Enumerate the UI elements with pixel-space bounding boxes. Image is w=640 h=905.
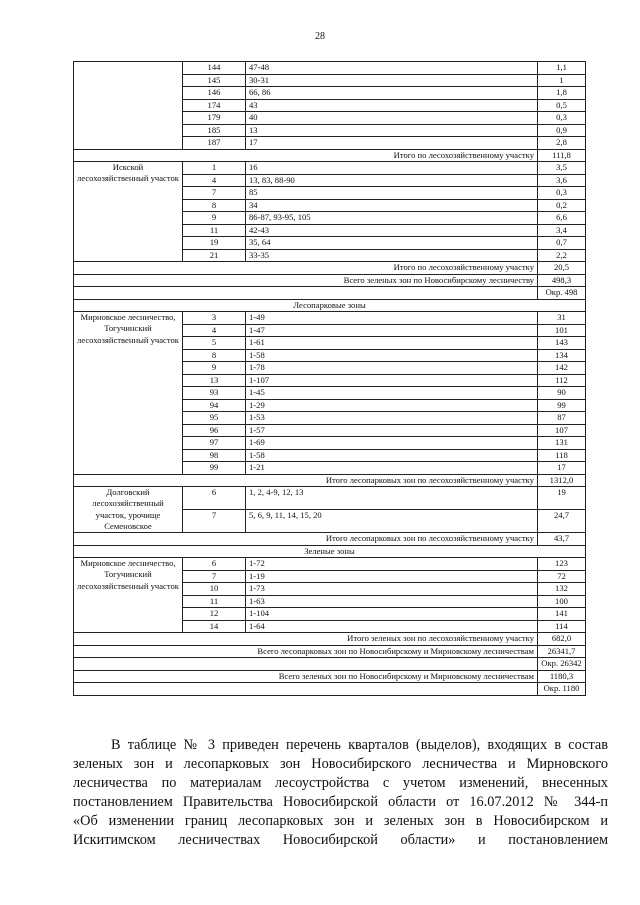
paragraph-line: «Об изменении границ лесопарковых зон и зеленых зон в Новосибирском и xyxy=(73,813,608,829)
area-value-cell: 0,3 xyxy=(538,112,586,125)
area-name-cell: Долговский лесохозяйственный участок, урочище Семеновское xyxy=(74,487,183,533)
area-value-cell: 3,4 xyxy=(538,224,586,237)
paragraph-line: лесничества по материалам лесоустройства с учетом изменений, внесенных xyxy=(73,775,608,791)
section-forest-parks xyxy=(74,299,586,312)
area-value-cell: 72 xyxy=(538,570,586,583)
quarter-cell: 99 xyxy=(183,462,246,475)
total-forest-parks-row-value: 26341,7 xyxy=(538,645,586,658)
quarter-cell: 11 xyxy=(183,595,246,608)
area-value-cell: 90 xyxy=(538,387,586,400)
plots-cell: 1-49 xyxy=(246,312,538,325)
quarter-cell: 144 xyxy=(183,62,246,75)
area-value-cell: 2,8 xyxy=(538,137,586,150)
total-forest-parks-approx-row-value: Окр. 26342 xyxy=(538,658,586,671)
quarter-cell: 145 xyxy=(183,74,246,87)
plots-cell: 17 xyxy=(246,137,538,150)
area-value-cell: 87 xyxy=(538,412,586,425)
table-row xyxy=(74,312,586,325)
total-green-approx-row-value: Окр. 1180 xyxy=(538,683,586,696)
plots-cell: 1-21 xyxy=(246,462,538,475)
area-value-cell: 114 xyxy=(538,620,586,633)
table-row xyxy=(74,558,586,571)
plots-cell: 13, 83, 88-90 xyxy=(246,174,538,187)
area-value-cell: 123 xyxy=(538,558,586,571)
area-value-cell: 132 xyxy=(538,583,586,596)
quarter-cell: 146 xyxy=(183,87,246,100)
area-value-cell: 6,6 xyxy=(538,212,586,225)
area-value-cell: 24,7 xyxy=(538,510,586,533)
quarter-cell: 9 xyxy=(183,362,246,375)
quarter-cell: 187 xyxy=(183,137,246,150)
quarter-cell: 19 xyxy=(183,237,246,250)
plots-cell: 1-57 xyxy=(246,424,538,437)
area-value-cell: 0,9 xyxy=(538,124,586,137)
area-name-cell: Искской лесохозяйственный участок xyxy=(74,162,183,262)
subtotal-row xyxy=(74,633,586,646)
total-green-nsk-row xyxy=(74,274,586,287)
area-value-cell: 0,7 xyxy=(538,237,586,250)
plots-cell: 35, 64 xyxy=(246,237,538,250)
quarter-cell: 93 xyxy=(183,387,246,400)
subtotal-value: 43,7 xyxy=(538,533,586,546)
plots-cell: 1-69 xyxy=(246,437,538,450)
area-value-cell: 1 xyxy=(538,74,586,87)
plots-cell: 1-64 xyxy=(246,620,538,633)
area-value-cell: 143 xyxy=(538,337,586,350)
section-green-zones xyxy=(74,545,586,558)
section-forest-parks-title: Лесопарковые зоны xyxy=(74,299,586,312)
plots-cell: 16 xyxy=(246,162,538,175)
subtotal-row xyxy=(74,533,586,546)
area-value-cell: 1,1 xyxy=(538,62,586,75)
green-zones-table xyxy=(73,61,586,696)
plots-cell: 30-31 xyxy=(246,74,538,87)
plots-cell: 40 xyxy=(246,112,538,125)
subtotal-value: 682,0 xyxy=(538,633,586,646)
subtotal-label: Итого зеленых зон по лесохозяйственному участку xyxy=(74,633,538,646)
quarter-cell: 8 xyxy=(183,199,246,212)
paragraph-line: зеленых зон и лесопарковых зон Новосибирского лесничества и Мирновского xyxy=(73,756,608,772)
area-value-cell: 112 xyxy=(538,374,586,387)
paragraph-line: В таблице № 3 приведен перечень кварталов (выделов), входящих в состав xyxy=(111,737,608,753)
area-value-cell: 31 xyxy=(538,312,586,325)
area-value-cell: 134 xyxy=(538,349,586,362)
area-value-cell: 0,3 xyxy=(538,187,586,200)
total-forest-parks-approx-row xyxy=(74,658,586,671)
subtotal-value: 111,8 xyxy=(538,149,586,162)
quarter-cell: 179 xyxy=(183,112,246,125)
quarter-cell: 12 xyxy=(183,608,246,621)
subtotal-value: 1312,0 xyxy=(538,474,586,487)
table-row xyxy=(74,487,586,510)
quarter-cell: 96 xyxy=(183,424,246,437)
page-number: 28 xyxy=(315,31,325,42)
plots-cell: 1-73 xyxy=(246,583,538,596)
quarter-cell: 14 xyxy=(183,620,246,633)
area-value-cell: 142 xyxy=(538,362,586,375)
paragraph-line: Искитимском лесничествах Новосибирской области» и постановлением xyxy=(73,832,608,848)
empty-cell xyxy=(74,658,538,671)
quarter-cell: 98 xyxy=(183,449,246,462)
table-row xyxy=(74,162,586,175)
body-paragraph xyxy=(73,736,608,850)
area-value-cell: 3,5 xyxy=(538,162,586,175)
quarter-cell: 6 xyxy=(183,487,246,510)
plots-cell: 1-53 xyxy=(246,412,538,425)
quarter-cell: 6 xyxy=(183,558,246,571)
area-name-cell: Мирновское лесничество, Тогучинский лесохозяйственный участок xyxy=(74,558,183,633)
area-value-cell: 2,2 xyxy=(538,249,586,262)
plots-cell: 1-78 xyxy=(246,362,538,375)
total-green-row xyxy=(74,670,586,683)
area-name-cell: Мирновское лесничество, Тогучинский лесохозяйственный участок xyxy=(74,312,183,475)
quarter-cell: 9 xyxy=(183,212,246,225)
plots-cell: 5, 6, 9, 11, 14, 15, 20 xyxy=(246,510,538,533)
total-forest-parks-row-label: Всего лесопарковых зон по Новосибирскому и Мирновскому лесничествам xyxy=(74,645,538,658)
area-value-cell: 0,2 xyxy=(538,199,586,212)
plots-cell: 1-19 xyxy=(246,570,538,583)
total-green-row-value: 1180,3 xyxy=(538,670,586,683)
subtotal-label: Итого лесопарковых зон по лесохозяйственному участку xyxy=(74,474,538,487)
area-name-cell xyxy=(74,62,183,150)
plots-cell: 13 xyxy=(246,124,538,137)
total-green-nsk-approx-row xyxy=(74,287,586,300)
area-value-cell: 101 xyxy=(538,324,586,337)
plots-cell: 1-107 xyxy=(246,374,538,387)
quarter-cell: 97 xyxy=(183,437,246,450)
quarter-cell: 21 xyxy=(183,249,246,262)
quarter-cell: 7 xyxy=(183,187,246,200)
plots-cell: 66, 86 xyxy=(246,87,538,100)
plots-cell: 33-35 xyxy=(246,249,538,262)
quarter-cell: 5 xyxy=(183,337,246,350)
subtotal-row xyxy=(74,149,586,162)
quarter-cell: 4 xyxy=(183,174,246,187)
plots-cell: 86-87, 93-95, 105 xyxy=(246,212,538,225)
quarter-cell: 94 xyxy=(183,399,246,412)
plots-cell: 1-72 xyxy=(246,558,538,571)
area-value-cell: 19 xyxy=(538,487,586,510)
quarter-cell: 185 xyxy=(183,124,246,137)
plots-cell: 1-45 xyxy=(246,387,538,400)
plots-cell: 42-43 xyxy=(246,224,538,237)
plots-cell: 34 xyxy=(246,199,538,212)
total-green-approx-row xyxy=(74,683,586,696)
total-green-nsk-approx-row-value: Окр. 498 xyxy=(538,287,586,300)
subtotal-label: Итого лесопарковых зон по лесохозяйственному участку xyxy=(74,533,538,546)
total-forest-parks-row xyxy=(74,645,586,658)
plots-cell: 1-47 xyxy=(246,324,538,337)
quarter-cell: 4 xyxy=(183,324,246,337)
empty-cell xyxy=(74,683,538,696)
subtotal-value: 20,5 xyxy=(538,262,586,275)
subtotal-row xyxy=(74,474,586,487)
area-value-cell: 0,5 xyxy=(538,99,586,112)
quarter-cell: 7 xyxy=(183,570,246,583)
total-green-nsk-row-value: 498,3 xyxy=(538,274,586,287)
area-value-cell: 1,8 xyxy=(538,87,586,100)
area-value-cell: 17 xyxy=(538,462,586,475)
quarter-cell: 13 xyxy=(183,374,246,387)
empty-cell xyxy=(74,287,538,300)
quarter-cell: 174 xyxy=(183,99,246,112)
area-value-cell: 141 xyxy=(538,608,586,621)
plots-cell: 1-58 xyxy=(246,349,538,362)
plots-cell: 1-29 xyxy=(246,399,538,412)
total-green-row-label: Всего зеленых зон по Новосибирскому и Мирновскому лесничествам xyxy=(74,670,538,683)
plots-cell: 1-58 xyxy=(246,449,538,462)
area-value-cell: 118 xyxy=(538,449,586,462)
area-value-cell: 100 xyxy=(538,595,586,608)
quarter-cell: 11 xyxy=(183,224,246,237)
quarter-cell: 10 xyxy=(183,583,246,596)
subtotal-label: Итого по лесохозяйственному участку xyxy=(74,262,538,275)
plots-cell: 1-104 xyxy=(246,608,538,621)
section-green-zones-title: Зеленые зоны xyxy=(74,545,586,558)
table-row xyxy=(74,62,586,75)
paragraph-line: постановлением Правительства Новосибирской области от 16.07.2012 № 344-п xyxy=(73,794,608,810)
quarter-cell: 95 xyxy=(183,412,246,425)
subtotal-row xyxy=(74,262,586,275)
area-value-cell: 3,6 xyxy=(538,174,586,187)
quarter-cell: 8 xyxy=(183,349,246,362)
quarter-cell: 3 xyxy=(183,312,246,325)
quarter-cell: 7 xyxy=(183,510,246,533)
area-value-cell: 131 xyxy=(538,437,586,450)
quarter-cell: 1 xyxy=(183,162,246,175)
total-green-nsk-row-label: Всего зеленых зон по Новосибирскому лесничеству xyxy=(74,274,538,287)
area-value-cell: 107 xyxy=(538,424,586,437)
plots-cell: 47-48 xyxy=(246,62,538,75)
plots-cell: 1-61 xyxy=(246,337,538,350)
subtotal-label: Итого по лесохозяйственному участку xyxy=(74,149,538,162)
plots-cell: 43 xyxy=(246,99,538,112)
plots-cell: 1, 2, 4-9, 12, 13 xyxy=(246,487,538,510)
plots-cell: 85 xyxy=(246,187,538,200)
plots-cell: 1-63 xyxy=(246,595,538,608)
area-value-cell: 99 xyxy=(538,399,586,412)
